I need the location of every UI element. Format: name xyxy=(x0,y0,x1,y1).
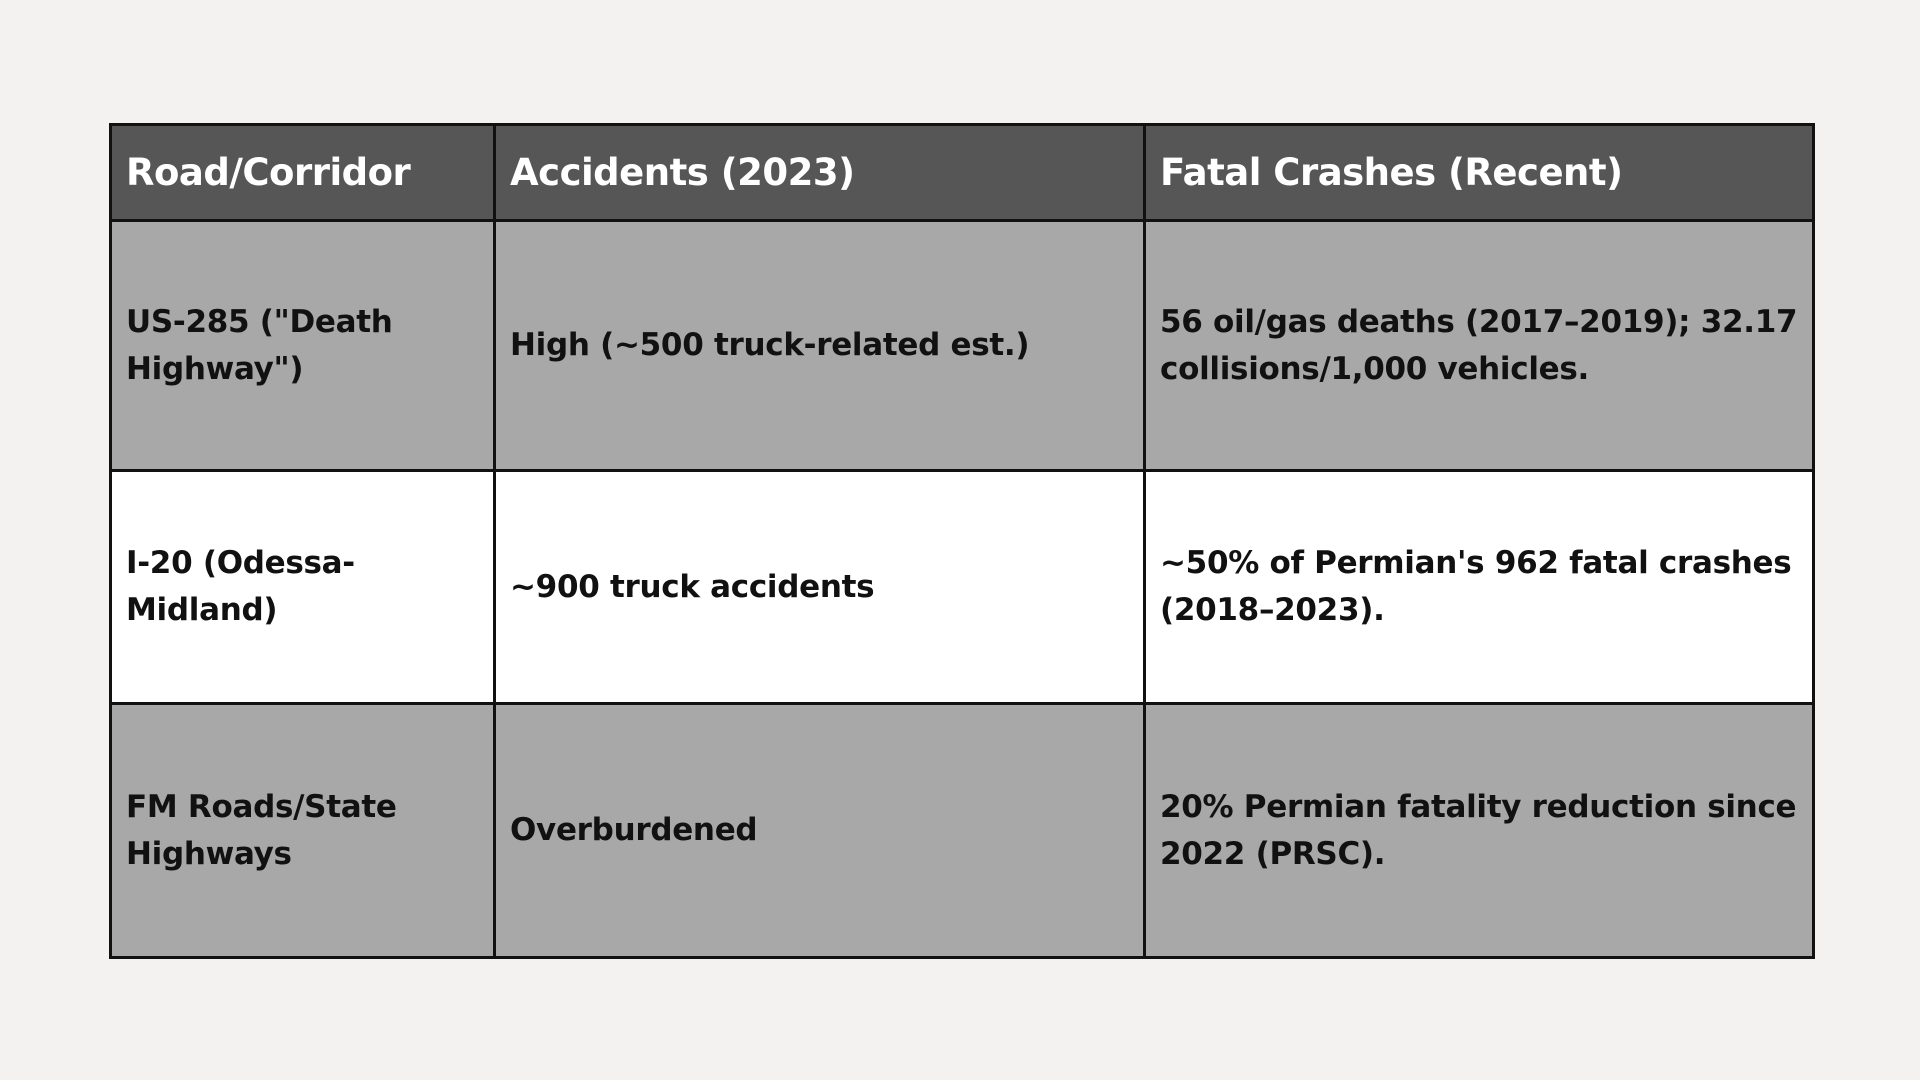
header-road-corridor: Road/Corridor xyxy=(111,125,495,221)
cell-accidents: ~900 truck accidents xyxy=(495,471,1145,704)
cell-accidents: Overburdened xyxy=(495,704,1145,958)
cell-fatal: 20% Permian fatality reduction since 2022 (PRSC). xyxy=(1145,704,1814,958)
road-accidents-table xyxy=(109,123,1815,959)
table-row xyxy=(111,471,1814,704)
table-body xyxy=(111,221,1814,958)
header-row xyxy=(111,125,1814,221)
header-accidents-2023: Accidents (2023) xyxy=(495,125,1145,221)
cell-road: I-20 (Odessa-Midland) xyxy=(111,471,495,704)
table-header xyxy=(111,125,1814,221)
table-row xyxy=(111,221,1814,471)
cell-fatal: 56 oil/gas deaths (2017–2019); 32.17 collisions/1,000 vehicles. xyxy=(1145,221,1814,471)
table-row xyxy=(111,704,1814,958)
cell-road: US-285 ("Death Highway") xyxy=(111,221,495,471)
cell-road: FM Roads/State Highways xyxy=(111,704,495,958)
cell-fatal: ~50% of Permian's 962 fatal crashes (2018–2023). xyxy=(1145,471,1814,704)
header-fatal-crashes: Fatal Crashes (Recent) xyxy=(1145,125,1814,221)
cell-accidents: High (~500 truck-related est.) xyxy=(495,221,1145,471)
